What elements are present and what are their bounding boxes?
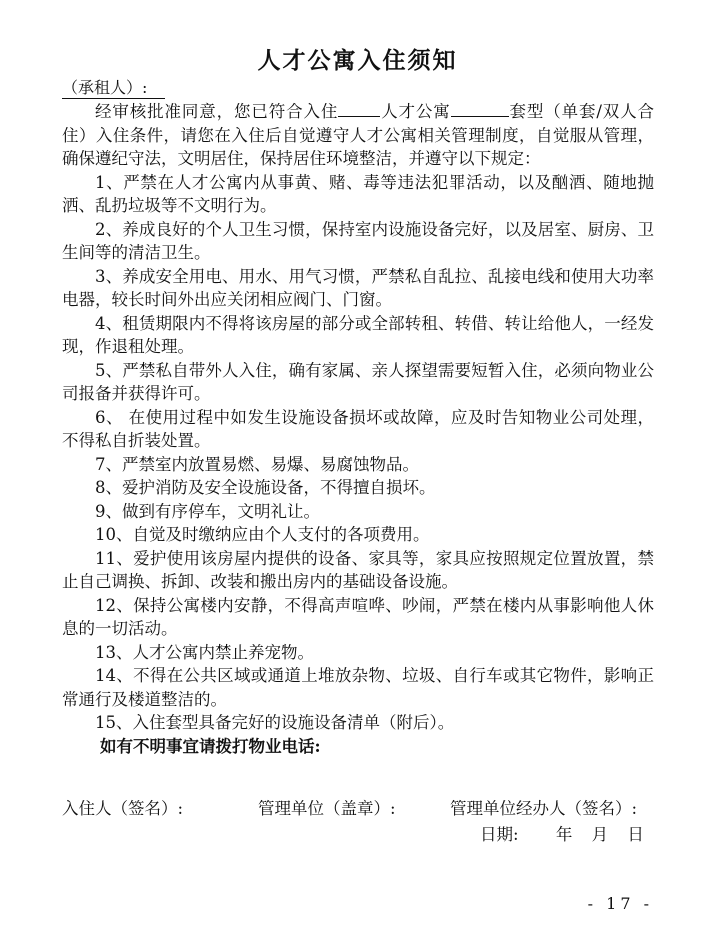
intro-paragraph xyxy=(62,100,654,171)
resident-signature-label: 入住人（签名）: xyxy=(62,799,184,818)
date-month: 月 xyxy=(591,825,609,844)
date-day: 日 xyxy=(627,825,644,844)
date-row xyxy=(480,824,658,846)
tenant-label: （承租人）: xyxy=(62,78,165,99)
management-seal-label: 管理单位（盖章）: xyxy=(258,799,396,818)
rule-6: 6、 在使用过程中如发生设施设备损坏或故障，应及时告知物业公司处理，不得私自折装处置。 xyxy=(62,407,654,450)
rule-3: 3、养成安全用电、用水、用气习惯，严禁私自乱拉、乱接电线和使用大功率电器，较长时间外出应关闭相应阀门、门窗。 xyxy=(62,266,654,309)
rule-12: 12、保持公寓楼内安静，不得高声喧哗、吵闹，严禁在楼内从事影响他人休息的一切活动。 xyxy=(62,595,654,638)
rule-14: 14、不得在公共区域或通道上堆放杂物、垃圾、自行车或其它物件，影响正常通行及楼道整洁的。 xyxy=(62,666,654,709)
rule-7: 7、严禁室内放置易燃、易爆、易腐蚀物品。 xyxy=(95,454,419,474)
unit-type-blank xyxy=(451,100,509,117)
rule-15: 15、入住套型具备完好的设施设备清单（附后）。 xyxy=(95,713,455,732)
rule-9: 9、做到有序停车，文明礼让。 xyxy=(95,501,320,521)
document-title: 人才公寓入住须知 xyxy=(257,47,458,74)
apartment-name-blank xyxy=(338,100,380,117)
document-body xyxy=(62,100,654,758)
page-number: - 17 - xyxy=(587,894,653,913)
rule-4: 4、租赁期限内不得将该房屋的部分或全部转租、转借、转让给他人，一经发现，作退租处理。 xyxy=(62,313,654,356)
rule-11: 11、爱护使用该房屋内提供的设备、家具等，家具应按照规定位置放置，禁止自己调换、拆卸、改装和搬出房内的基础设备设施。 xyxy=(62,548,654,591)
date-label: 日期: xyxy=(480,825,519,844)
rule-8: 8、爱护消防及安全设施设备，不得擅自损坏。 xyxy=(95,478,436,497)
handler-signature-label: 管理单位经办人（签名）: xyxy=(450,799,638,818)
rule-5: 5、严禁私自带外人入住，确有家属、亲人探望需要短暂入住，必须向物业公司报备并获得许可。 xyxy=(62,360,654,403)
rule-10: 10、自觉及时缴纳应由个人支付的各项费用。 xyxy=(95,525,430,544)
rule-2: 2、养成良好的个人卫生习惯，保持室内设施设备完好，以及居室、厨房、卫生间等的清洁卫生。 xyxy=(62,219,654,262)
rule-13: 13、人才公寓内禁止养宠物。 xyxy=(95,642,314,662)
phone-note: 如有不明事宜请拨打物业电话: xyxy=(99,736,321,756)
intro-text-1: 经审核批准同意，您已符合入住 xyxy=(95,102,339,121)
date-year: 年 xyxy=(555,825,573,844)
intro-text-3: 套型（单套/双人合住）入住条件，请您在入住后自觉遵守人才公寓相关管理制度，自觉服从管理，确保遵纪守法，文明居住，保持居住环境整洁，并遵守以下规定： xyxy=(62,102,655,168)
rule-1: 1、严禁在人才公寓内从事黄、赌、毒等违法犯罪活动，以及酗酒、随地抛洒、乱扔垃圾等不文明行为。 xyxy=(62,172,654,215)
intro-text-2: 人才公寓 xyxy=(380,102,451,121)
